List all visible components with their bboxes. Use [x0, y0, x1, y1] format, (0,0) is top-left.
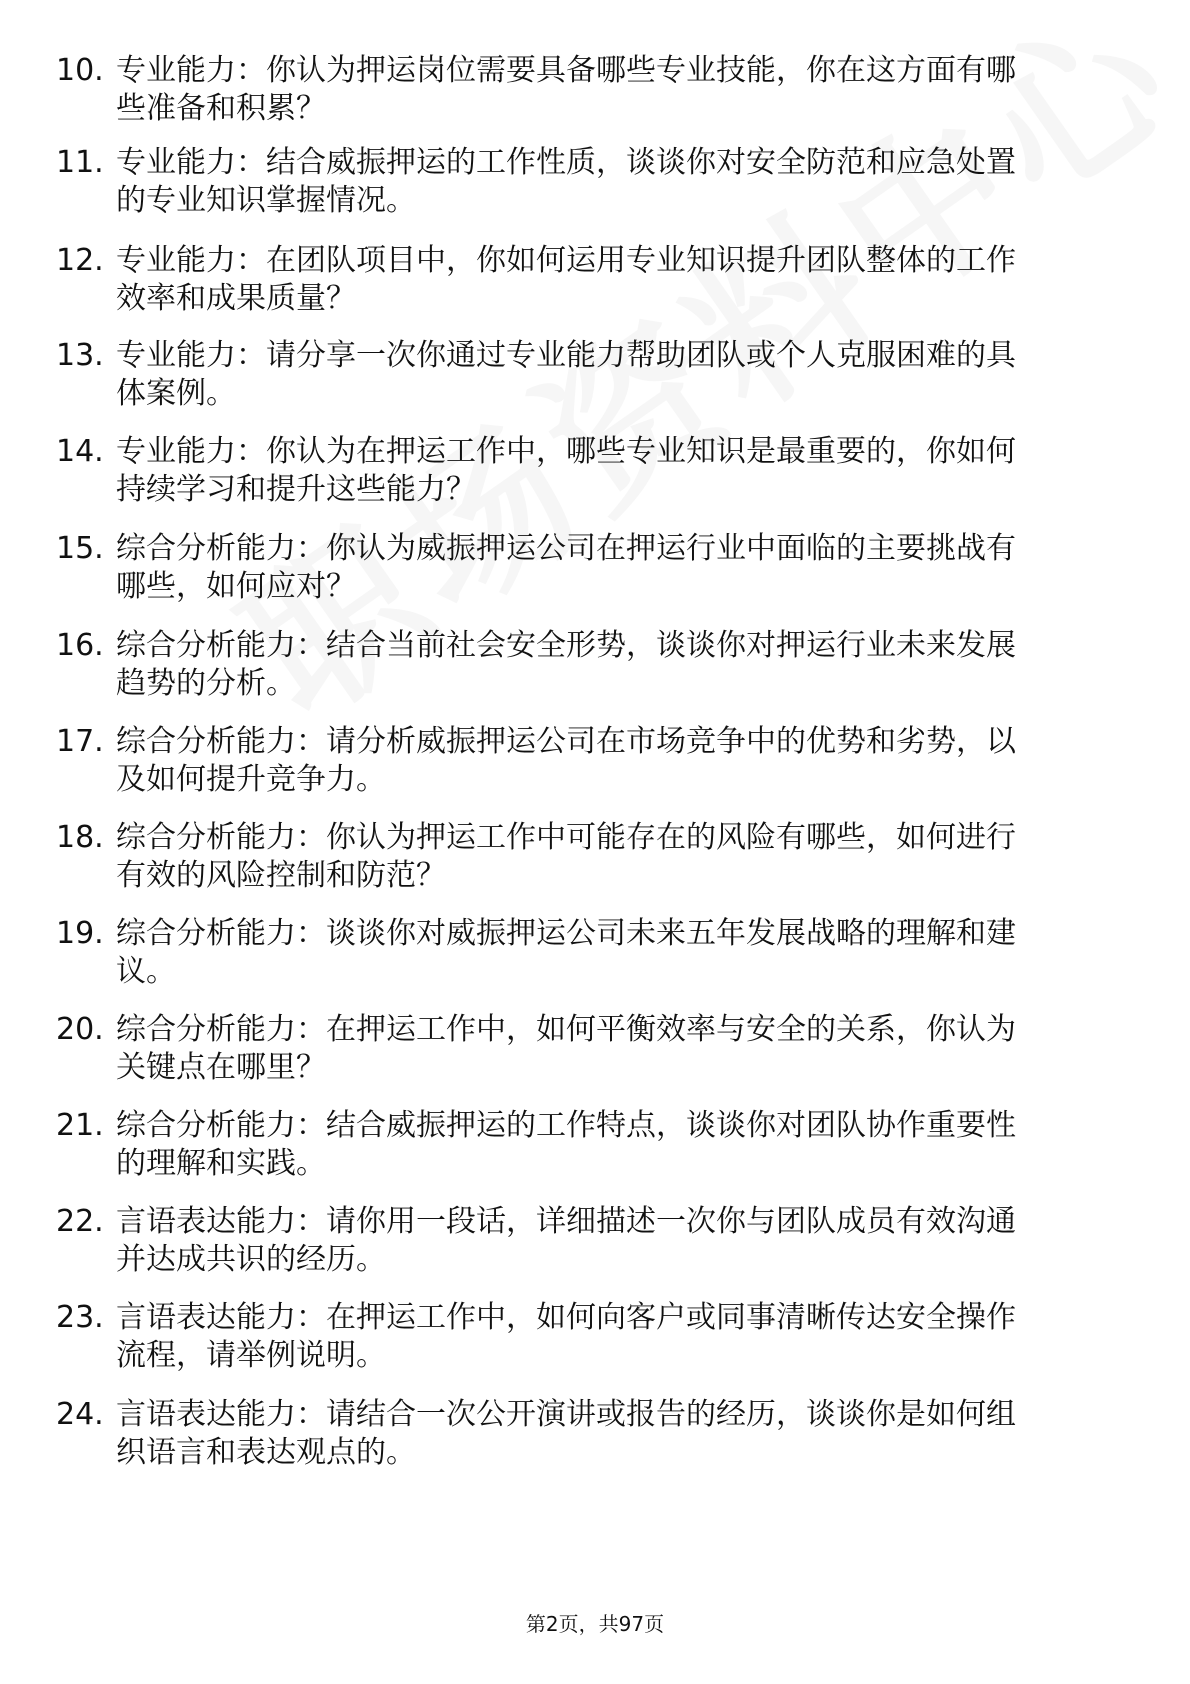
- question-item: [0, 1203, 1190, 1293]
- question-number: 23.: [56, 1300, 104, 1335]
- question-number: 22.: [56, 1204, 104, 1239]
- question-text: 综合分析能力：谈谈你对威振押运公司未来五年发展战略的理解和建议。: [116, 916, 1016, 989]
- question-number: 20.: [56, 1012, 104, 1047]
- question-text: 专业能力：你认为在押运工作中，哪些专业知识是最重要的，你如何持续学习和提升这些能力？: [116, 434, 1016, 507]
- question-number: 14.: [56, 434, 104, 469]
- question-text: 言语表达能力：在押运工作中，如何向客户或同事清晰传达安全操作流程，请举例说明。: [116, 1300, 1016, 1373]
- page-number-label: 第2页，共97页: [525, 1612, 665, 1636]
- question-text: 专业能力：请分享一次你通过专业能力帮助团队或个人克服困难的具体案例。: [116, 338, 1016, 411]
- question-item: [0, 242, 1190, 332]
- question-text: 言语表达能力：请结合一次公开演讲或报告的经历，谈谈你是如何组织语言和表达观点的。: [116, 1397, 1016, 1470]
- question-text: 专业能力：在团队项目中，你如何运用专业知识提升团队整体的工作效率和成果质量？: [116, 243, 1016, 316]
- question-item: [0, 337, 1190, 427]
- page-footer: [0, 1611, 1190, 1637]
- question-number: 10.: [56, 53, 104, 88]
- question-item: [0, 915, 1190, 1005]
- question-number: 21.: [56, 1108, 104, 1143]
- question-item: [0, 1396, 1190, 1486]
- question-item: [0, 819, 1190, 909]
- question-item: [0, 530, 1190, 620]
- question-item: [0, 723, 1190, 813]
- question-item: [0, 627, 1190, 717]
- question-item: [0, 1299, 1190, 1389]
- question-text: 言语表达能力：请你用一段话，详细描述一次你与团队成员有效沟通并达成共识的经历。: [116, 1204, 1016, 1277]
- question-item: [0, 1011, 1190, 1101]
- question-number: 24.: [56, 1397, 104, 1432]
- question-number: 13.: [56, 338, 104, 373]
- question-number: 19.: [56, 916, 104, 951]
- question-text: 综合分析能力：结合威振押运的工作特点，谈谈你对团队协作重要性的理解和实践。: [116, 1108, 1016, 1181]
- question-number: 15.: [56, 531, 104, 566]
- question-text: 综合分析能力：结合当前社会安全形势，谈谈你对押运行业未来发展趋势的分析。: [116, 628, 1016, 701]
- question-item: [0, 433, 1190, 523]
- question-text: 综合分析能力：请分析威振押运公司在市场竞争中的优势和劣势，以及如何提升竞争力。: [116, 724, 1016, 797]
- question-number: 11.: [56, 145, 104, 180]
- question-item: [0, 52, 1190, 142]
- question-item: [0, 1107, 1190, 1197]
- question-number: 16.: [56, 628, 104, 663]
- question-number: 12.: [56, 243, 104, 278]
- question-item: [0, 144, 1190, 234]
- question-number: 18.: [56, 820, 104, 855]
- question-text: 综合分析能力：你认为威振押运公司在押运行业中面临的主要挑战有哪些，如何应对？: [116, 531, 1016, 604]
- question-number: 17.: [56, 724, 104, 759]
- question-text: 综合分析能力：你认为押运工作中可能存在的风险有哪些，如何进行有效的风险控制和防范？: [116, 820, 1016, 893]
- question-text: 综合分析能力：在押运工作中，如何平衡效率与安全的关系，你认为关键点在哪里？: [116, 1012, 1016, 1085]
- question-text: 专业能力：你认为押运岗位需要具备哪些专业技能，你在这方面有哪些准备和积累？: [116, 53, 1016, 126]
- question-text: 专业能力：结合威振押运的工作性质，谈谈你对安全防范和应急处置的专业知识掌握情况。: [116, 145, 1016, 218]
